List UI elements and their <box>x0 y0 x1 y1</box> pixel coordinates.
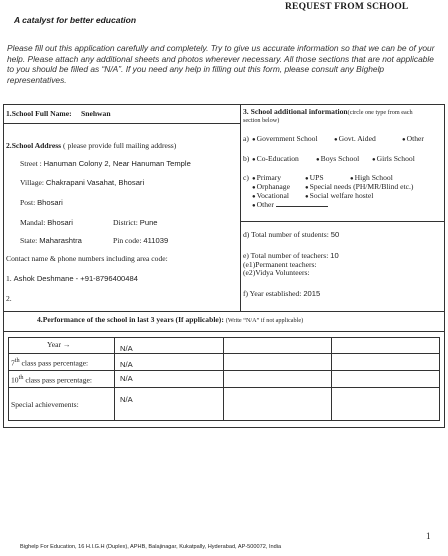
option-label: Orphanage <box>256 182 290 191</box>
class7-label <box>11 357 88 368</box>
achievements-value: N/A <box>120 395 133 404</box>
option-co-education[interactable] <box>252 154 299 163</box>
option-high-school[interactable] <box>350 173 393 182</box>
option-vocational[interactable] <box>252 191 289 200</box>
school-name-label: 1.School Full Name: <box>6 109 72 118</box>
pincode-line <box>113 236 168 245</box>
option-label: High School <box>354 173 393 182</box>
bullet-icon: ● <box>305 176 309 182</box>
bullet-icon: ● <box>372 157 376 163</box>
permanent-teachers-label: (e1)Permanent teachers: <box>243 260 317 269</box>
section3-divider <box>240 221 445 222</box>
state-line <box>20 236 82 245</box>
pincode-label: Pin code: <box>113 236 142 245</box>
option-label: UPS <box>309 173 324 182</box>
bullet-icon: ● <box>252 185 256 191</box>
village-value: Chakrapani Vasahat, Bhosari <box>45 178 145 187</box>
bullet-icon: ● <box>305 194 309 200</box>
students-line <box>243 230 339 239</box>
bullet-icon: ● <box>252 176 256 182</box>
option-label: Govt. Aided <box>338 134 376 143</box>
post-line <box>20 198 63 207</box>
year-established-line <box>243 289 320 298</box>
option-label: Other <box>256 200 274 209</box>
address-hint: ( please provide full mailing address) <box>63 141 177 150</box>
option-other-level[interactable] <box>252 200 328 209</box>
year-value: N/A <box>120 344 133 353</box>
arrow-right-icon: → <box>62 340 71 349</box>
class7-number: 7 <box>11 358 15 368</box>
bullet-icon: ● <box>350 176 354 182</box>
teachers-label: e) Total number of teachers: <box>243 251 329 260</box>
instructions-text: Please fill out this application carefully and completely. Try to give us accurate information so that we can be of your help. Please attach any additional sheets and photos wherever necessary. All those sections that are not applicable to you should be filled as “N/A”. If you need any help in filling out this form, please consult any Bighelp representatives. <box>7 43 435 85</box>
contact-label: Contact name & phone numbers including area code: <box>6 254 168 263</box>
bullet-icon: ● <box>316 157 320 163</box>
option-label: Special needs (PH/MR/Blind etc.) <box>309 182 414 191</box>
teachers-line <box>243 251 339 260</box>
class10-label <box>11 374 92 385</box>
bullet-icon: ● <box>252 157 256 163</box>
class10-sup: th <box>18 374 24 381</box>
students-label: d) Total number of students: <box>243 230 329 239</box>
vidya-volunteers-label: (e2)Vidya Volunteers: <box>243 268 310 277</box>
pincode-value: 411039 <box>143 236 169 245</box>
year-row-label <box>47 340 71 349</box>
district-line <box>113 218 158 227</box>
mandal-value: Bhosari <box>47 218 73 227</box>
class7-sup: th <box>14 357 20 364</box>
additional-info-hint-a: (circle one type from each <box>347 109 413 116</box>
performance-hint: (Write “N/A” if not applicable) <box>225 317 304 324</box>
option-special-needs[interactable] <box>305 182 413 191</box>
section1-divider <box>3 123 241 124</box>
year-established-label: f) Year established: <box>243 289 302 298</box>
additional-info-label <box>243 107 413 116</box>
street-line <box>20 159 191 168</box>
option-boys-school[interactable] <box>316 154 359 163</box>
contact-2-number: 2. <box>6 294 12 303</box>
footer-address: Bighelp For Education, 16 H.I.G.H (Duplex), APHB, Balajinagar, Kukatpally, Hyderabad, AP-500072, India <box>20 544 282 550</box>
class10-number: 10 <box>11 375 19 385</box>
bullet-icon: ● <box>305 185 309 191</box>
performance-table-top <box>3 331 445 332</box>
option-orphanage[interactable] <box>252 182 290 191</box>
option-label: Vocational <box>256 191 289 200</box>
col-line-3 <box>331 337 332 421</box>
option-girls-school[interactable] <box>372 154 415 163</box>
address-heading <box>6 141 176 150</box>
students-value: 50 <box>330 230 340 239</box>
bullet-icon: ● <box>252 203 256 209</box>
option-other-type[interactable] <box>402 134 424 143</box>
class7-value: N/A <box>120 360 133 369</box>
village-line <box>20 178 144 187</box>
teachers-value: 10 <box>330 251 339 260</box>
option-label: Other <box>406 134 424 143</box>
row-line-2 <box>8 370 440 371</box>
street-label: Street : <box>20 159 42 168</box>
district-label: District: <box>113 218 138 227</box>
other-fill-line <box>276 200 328 207</box>
additional-info-hint-b: section below) <box>243 117 280 124</box>
achievements-label: Special achievements: <box>11 400 79 409</box>
option-label: Primary <box>256 173 282 182</box>
class10-text: class pass percentage: <box>23 375 92 385</box>
year-label: Year <box>47 340 61 349</box>
option-government-school[interactable] <box>252 134 318 143</box>
additional-info-title: 3. School additional information <box>243 107 348 116</box>
option-label: Co-Education <box>256 154 299 163</box>
col-line-1 <box>114 337 115 421</box>
bullet-icon: ● <box>402 137 406 143</box>
street-value: Hanuman Colony 2, Near Hanuman Temple <box>43 159 191 168</box>
year-established-value: 2015 <box>303 289 321 298</box>
type-c-label: c) <box>243 173 249 182</box>
option-primary[interactable] <box>252 173 281 182</box>
post-label: Post: <box>20 198 36 207</box>
type-b-label: b) <box>243 154 250 163</box>
row-line-1 <box>8 353 440 354</box>
contact-1-number: 1. <box>6 274 12 283</box>
row-line-3 <box>8 387 440 388</box>
mandal-label: Mandal: <box>20 218 46 227</box>
option-ups[interactable] <box>305 173 324 182</box>
state-label: State: <box>20 236 38 245</box>
option-label: Social welfare hostel <box>309 191 374 200</box>
post-value: Bhosari <box>37 198 63 207</box>
option-label: Girls School <box>376 154 415 163</box>
document-title: REQUEST FROM SCHOOL <box>285 2 409 12</box>
bullet-icon: ● <box>252 194 256 200</box>
page-number: 1 <box>426 531 431 541</box>
class10-value: N/A <box>120 374 133 383</box>
village-label: Village: <box>20 178 45 187</box>
district-value: Pune <box>139 218 158 227</box>
school-name-value: Snehwan <box>81 109 111 118</box>
option-social-welfare-hostel[interactable] <box>305 191 373 200</box>
performance-heading <box>37 315 303 324</box>
contact-1 <box>6 274 138 283</box>
option-govt-aided[interactable] <box>334 134 376 143</box>
type-a-label: a) <box>243 134 249 143</box>
option-label: Government School <box>256 134 318 143</box>
form-column-divider <box>240 104 241 312</box>
option-label: Boys School <box>320 154 360 163</box>
state-value: Maharashtra <box>39 236 82 245</box>
class7-text: class pass percentage: <box>19 358 89 368</box>
tagline: A catalyst for better education <box>14 15 137 25</box>
mandal-line <box>20 218 73 227</box>
address-label: 2.School Address <box>6 141 62 150</box>
contact-1-value: Ashok Deshmane - +91-8796400484 <box>13 274 138 283</box>
bullet-icon: ● <box>252 137 256 143</box>
performance-label: 4.Performance of the school in last 3 years (If applicable): <box>37 315 224 324</box>
col-line-2 <box>223 337 224 421</box>
bullet-icon: ● <box>334 137 338 143</box>
